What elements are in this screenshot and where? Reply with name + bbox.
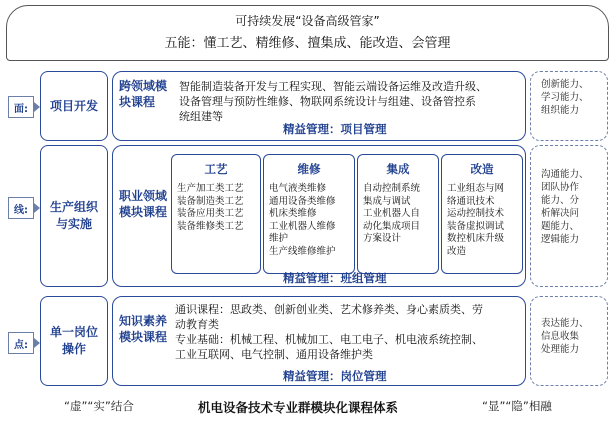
row-line: 统组建等 — [179, 110, 223, 123]
row-line: 设备管理与预防性维修、物联网系统设计与组建、设备管控系 — [179, 95, 476, 108]
sub-body: 生产加工类工艺 装备制造类工艺 装备应用类工艺 装备维修类工艺 — [177, 183, 244, 232]
row-line: 工业互联网、电气控制、通用设备维护类 — [175, 348, 373, 361]
sub-box-integration — [357, 154, 439, 274]
sub-box-maintenance — [263, 154, 355, 274]
row-line: 智能制造装备开发与工程实现、智能云端设备运维及改造升级、 — [179, 80, 487, 93]
sub-body: 工业组态与网 络通讯技术 运动控制技术 装备虚拟调试 数控机床升级 改造 — [447, 183, 505, 257]
ability-box-surface: 创新能力、 学习能力、 组织能力 — [530, 71, 608, 141]
level-label-line: 线: — [8, 197, 34, 219]
row-production-courses — [112, 145, 526, 287]
sub-body: 自动控制系统 集成与调试 工业机器人自 动化集成项目 方案设计 — [363, 183, 421, 244]
sub-heading: 集成 — [386, 162, 410, 176]
row-knowledge-courses — [112, 296, 526, 386]
row-title: 职业领域模块课程 — [119, 189, 168, 219]
level-label-surface: 面: — [8, 96, 34, 118]
row-footer: 精益管理：项目管理 — [283, 122, 387, 136]
row-project-courses — [112, 71, 526, 141]
row-lines — [179, 79, 524, 124]
category-project-development: 项目开发 — [40, 71, 108, 141]
top-banner — [6, 5, 609, 61]
ability-box-line: 沟通能力、 团队协作 能力、分 析解决问 题能力、 逻辑能力 — [530, 145, 608, 287]
sub-box-retrofit — [441, 154, 523, 274]
banner-subtitle: 五能：懂工艺、精维修、擅集成、能改造、会管理 — [164, 36, 451, 51]
row-line: 动教育类 — [175, 318, 219, 331]
row-footer: 精益管理：班组管理 — [283, 271, 387, 285]
sub-heading: 维修 — [297, 162, 321, 176]
category-production-organization: 生产组织与实施 — [40, 145, 108, 287]
sub-heading: 工艺 — [204, 162, 228, 176]
row-line: 专业基础：机械工程、机械加工、电工电子、机电液系统控制、 — [175, 333, 483, 346]
sub-box-process — [171, 154, 261, 274]
sub-heading: 改造 — [470, 162, 494, 176]
level-label-point: 点: — [8, 332, 34, 354]
row-line: 通识课程：思政类、创新创业类、艺术修养类、身心素质类、劳 — [175, 303, 483, 316]
ability-box-point: 表达能力、 信息收集 处理能力 — [530, 296, 608, 386]
banner-title: 可持续发展“设备高级管家” — [235, 14, 380, 28]
caption-right: “显”“隐”相融 — [482, 399, 552, 413]
caption-left: “虚”“实”结合 — [64, 399, 134, 413]
row-title: 知识素养模块课程 — [119, 314, 168, 344]
row-title: 跨领域模块课程 — [119, 79, 168, 109]
category-single-station: 单一岗位操作 — [40, 296, 108, 386]
caption-center: 机电设备技术专业群模块化课程体系 — [198, 400, 399, 415]
row-lines — [175, 302, 525, 362]
row-footer: 精益管理：岗位管理 — [283, 369, 387, 383]
sub-body: 电气液类维修 通用设备类维修 机床类维修 工业机器人维修 维护 生产线维修维护 — [269, 183, 336, 257]
